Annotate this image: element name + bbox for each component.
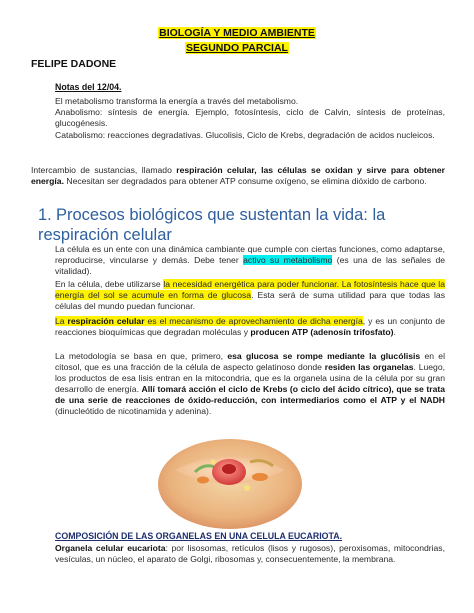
vesicle-shape-2 xyxy=(211,460,216,465)
paragraph-glycolysis: La metodología se basa en que, primero, esa glucosa se rompe mediante la glucólisis en el citosol, que es una fracción de la célula de aspecto gelatinoso donde residen las organelas. Luego, los productos de esa lisis entran en la mitocondria, que es la organela usina de la célula por su gran desarrollo de energía. Allí tomará acción el ciclo de Krebs (o ciclo del ácido cítrico), que se trata de una serie de reacciones de óxido-reducción, con intermediarios como el ATP y el NADH (dinucleótido de nicotinamida y adenina). xyxy=(55,351,445,416)
notes-heading: Notas del 12/04. xyxy=(55,82,122,92)
section-heading xyxy=(38,205,448,245)
highlight-photosynthesis: la necesidad energética para poder funcionar. La fotosíntesis hace que la energía del sol se acumule en forma de glucosa xyxy=(55,279,446,300)
document-subtitle: SEGUNDO PARCIAL xyxy=(186,42,288,54)
eukaryotic-cell-illustration xyxy=(155,432,305,532)
vesicle-shape xyxy=(244,485,250,491)
document-title: BIOLOGÍA Y MEDIO AMBIENTE xyxy=(159,27,315,39)
highlight-metabolism: activo su metabolismo xyxy=(243,255,333,265)
organelles-heading: COMPOSICIÓN DE LAS ORGANELAS EN UNA CELULA EUCARIOTA. xyxy=(55,531,343,541)
paragraph-respiration: La respiración celular es el mecanismo de aprovechamiento de dicha energía, y es un conjunto de reacciones bioquímicas que degradan moléculas y producen ATP (adenosín trifosfato). xyxy=(55,316,445,337)
section-title: Procesos biológicos que sustentan la vida: la respiración celular xyxy=(38,206,386,244)
notes-line-2: Anabolismo: síntesis de energía. Ejemplo, fotosíntesis, ciclo de Calvin, síntesis de proteínas, glucogénesis. xyxy=(55,107,445,128)
intercambio-paragraph: Intercambio de sustancias, llamado respiración celular, las células se oxidan y sirve para obtener energía. Necesitan ser degradados para obtener ATP consume oxígeno, se elimina dióxido de carbono. xyxy=(31,165,445,186)
nucleolus-shape xyxy=(222,464,236,474)
author-name: FELIPE DADONE xyxy=(31,58,117,70)
section-number: 1. xyxy=(38,206,52,224)
paragraph-cell-dynamics: La célula es un ente con una dinámica cambiante que cumple con ciertas funciones, como adaptarse, reproducirse, vincularse y demás. Debe tener activo su metabolismo (es una de las señales de vitalidad). xyxy=(55,244,446,276)
paragraph-energy: En la célula, debe utilizarse la necesidad energética para poder funcionar. La fotosíntesis hace que la energía del sol se acumule en forma de glucosa. Esta será de suma utilidad para que todas las células del mundo puedan funcionar. xyxy=(55,279,446,311)
notes-line-3: Catabolismo: reacciones degradativas. Glucolisis, Ciclo de Krebs, degradación de acidos nucleicos. xyxy=(55,130,435,140)
mitochondrion-shape xyxy=(252,473,268,481)
mitochondrion-shape-2 xyxy=(197,477,209,484)
notes-line-1: El metabolismo transforma la energía a través del metabolismo. xyxy=(55,96,299,106)
organelles-paragraph: Organela celular eucariota: por lisosomas, retículos (lisos y rugosos), peroxisomas, mitocondrias, vesículas, un núcleo, el aparato de Golgi, ribosomas y, consecuentemente, la membrana. xyxy=(55,543,445,564)
